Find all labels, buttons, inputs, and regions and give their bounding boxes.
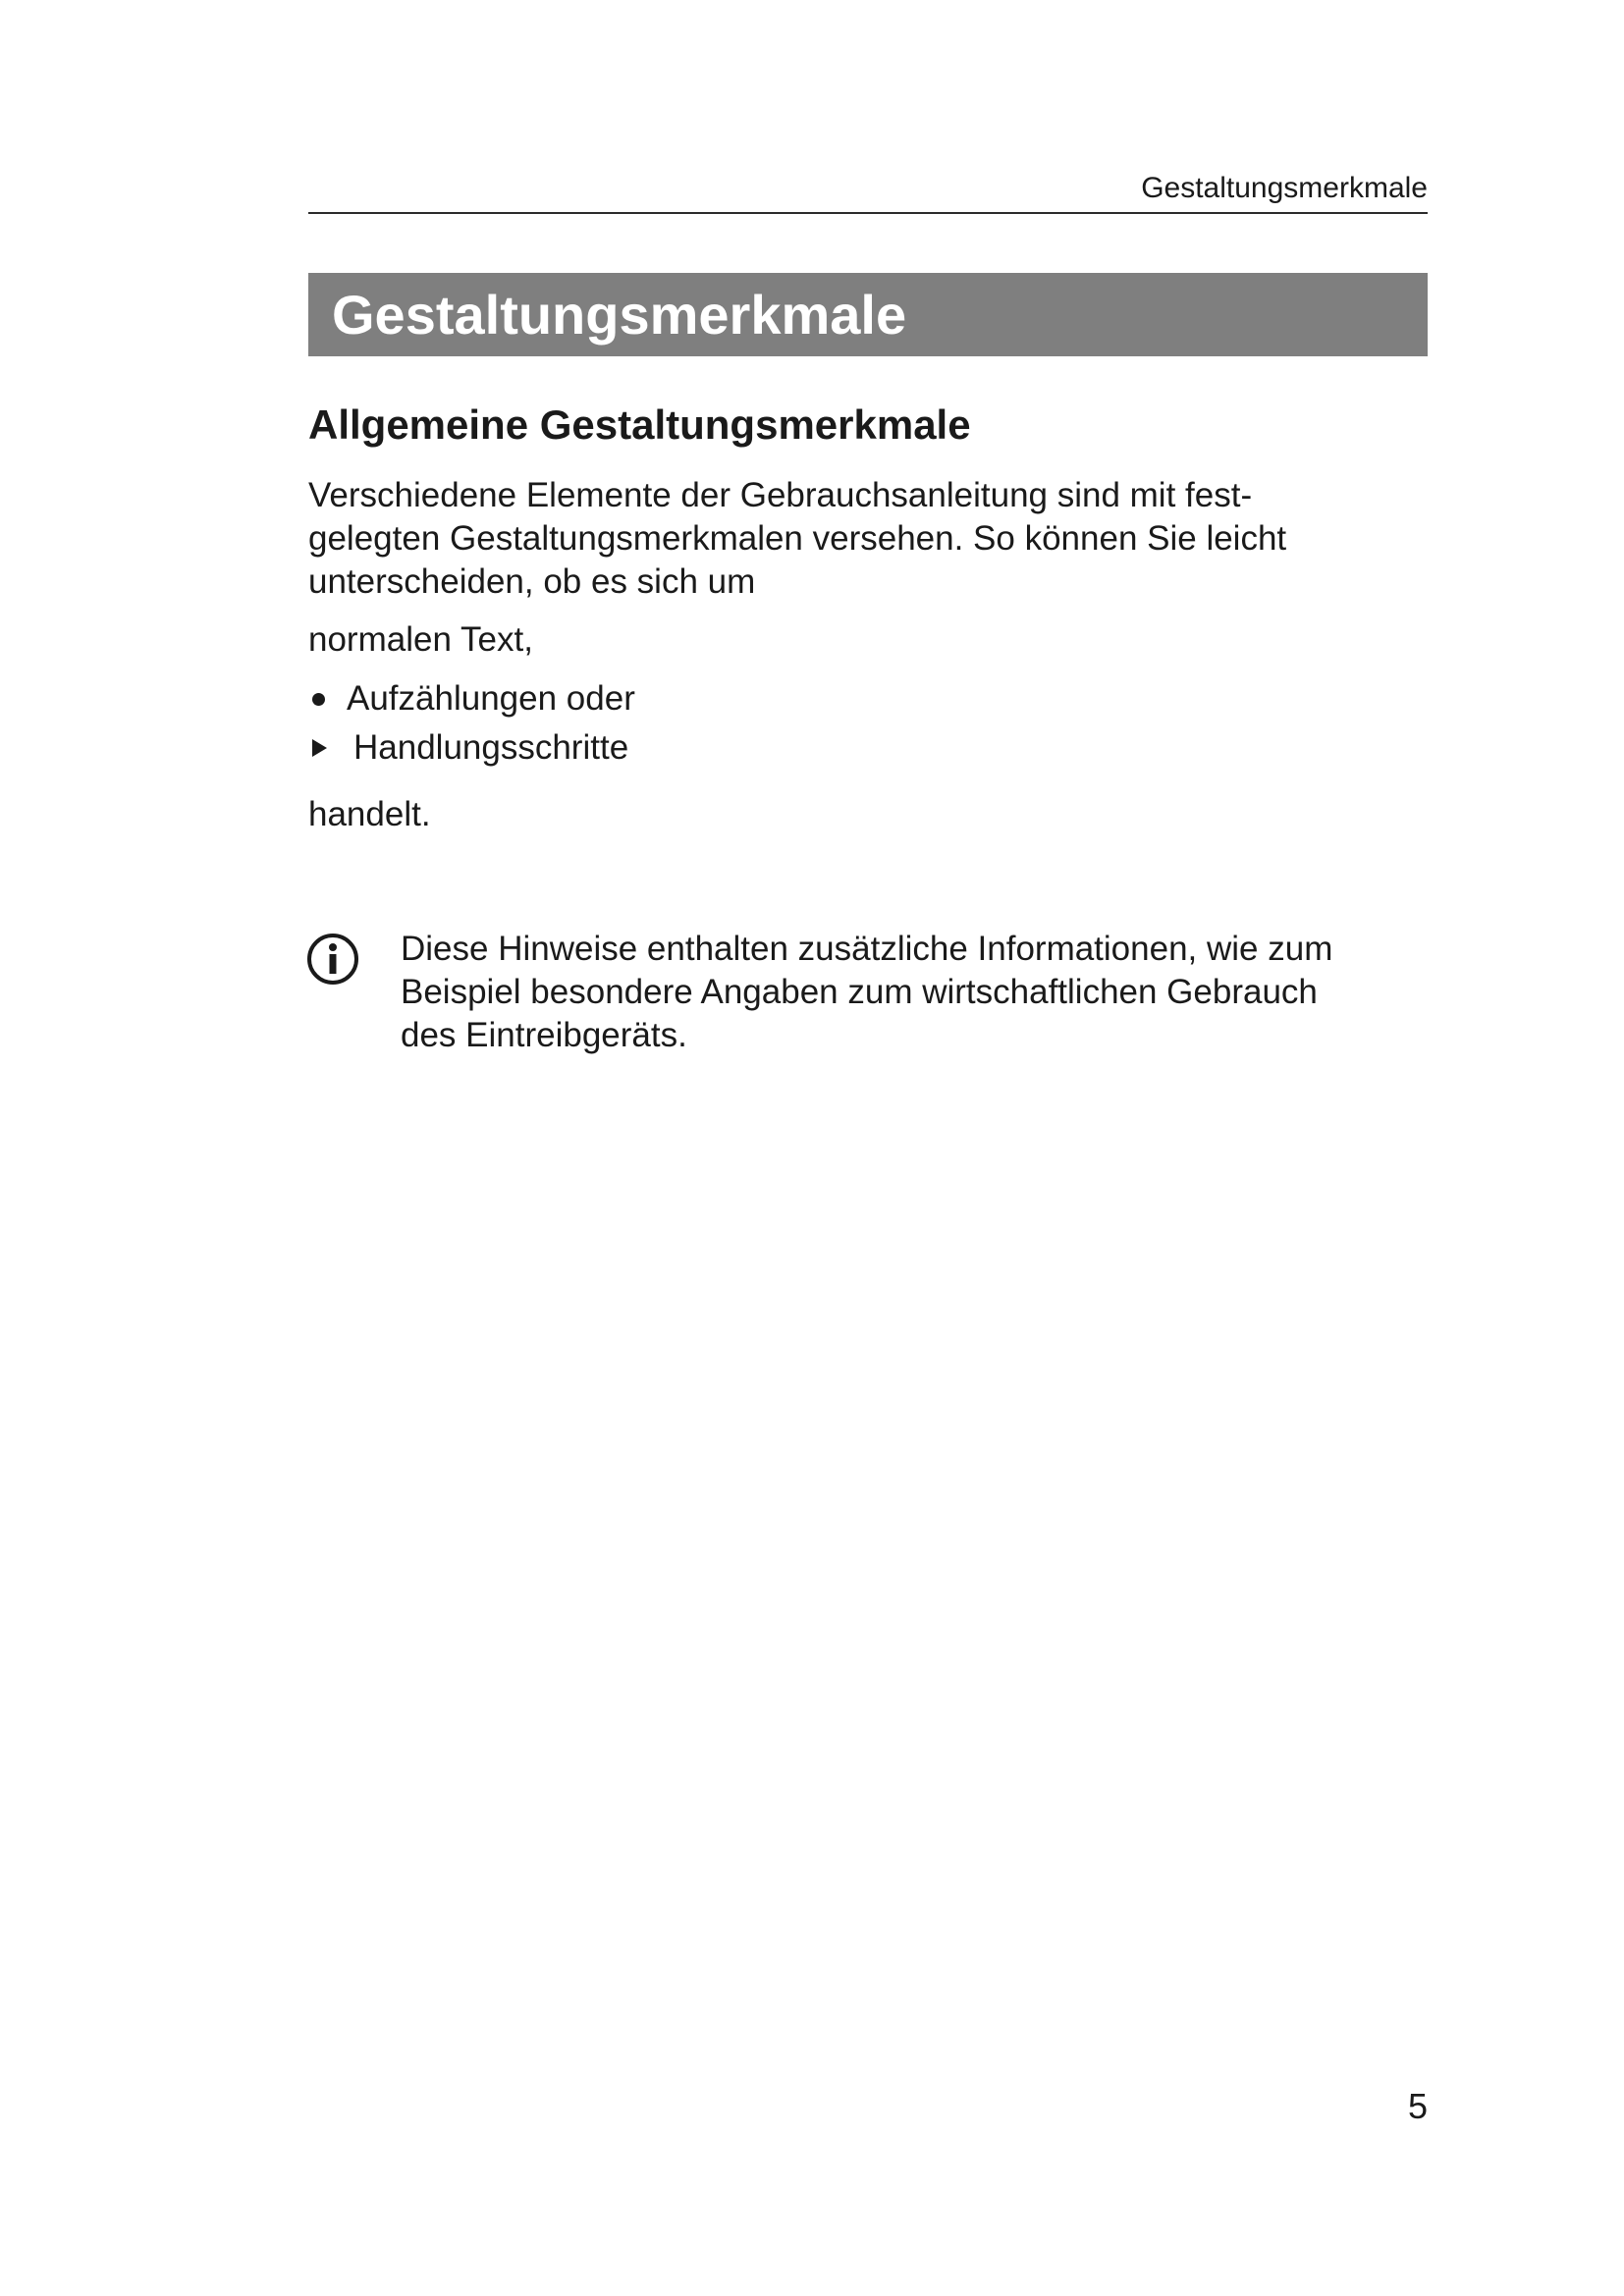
section-title-bar (308, 273, 1428, 356)
info-icon (306, 933, 359, 986)
step-list-text: Handlungsschritte (353, 728, 629, 767)
intro-paragraph (308, 474, 1428, 604)
subheading: Allgemeine Gestaltungsmerkmale (308, 401, 971, 448)
intro-line: unterscheiden, ob es sich um (308, 562, 756, 601)
bullet-list-item (308, 677, 635, 721)
info-note (401, 928, 1432, 1057)
plain-text-example: normalen Text, (308, 620, 533, 659)
header-rule (308, 212, 1428, 214)
note-line: Beispiel besondere Angaben zum wirtschaftlichen Gebrauch (401, 973, 1318, 1011)
intro-line: Verschiedene Elemente der Gebrauchsanleitung sind mit fest- (308, 476, 1253, 514)
note-line: Diese Hinweise enthalten zusätzliche Informationen, wie zum (401, 930, 1333, 968)
page-number: 5 (1407, 2086, 1428, 2126)
intro-line: gelegten Gestaltungsmerkmalen versehen. So können Sie leicht (308, 519, 1287, 558)
step-list-item (308, 726, 628, 770)
running-header: Gestaltungsmerkmale (1141, 172, 1428, 204)
bullet-list-text: Aufzählungen oder (347, 679, 635, 718)
note-line: des Eintreibgeräts. (401, 1016, 687, 1054)
section-title: Gestaltungsmerkmale (332, 283, 907, 346)
closing-text: handelt. (308, 795, 431, 833)
bullet-icon (312, 693, 325, 706)
triangle-right-icon (312, 739, 327, 757)
